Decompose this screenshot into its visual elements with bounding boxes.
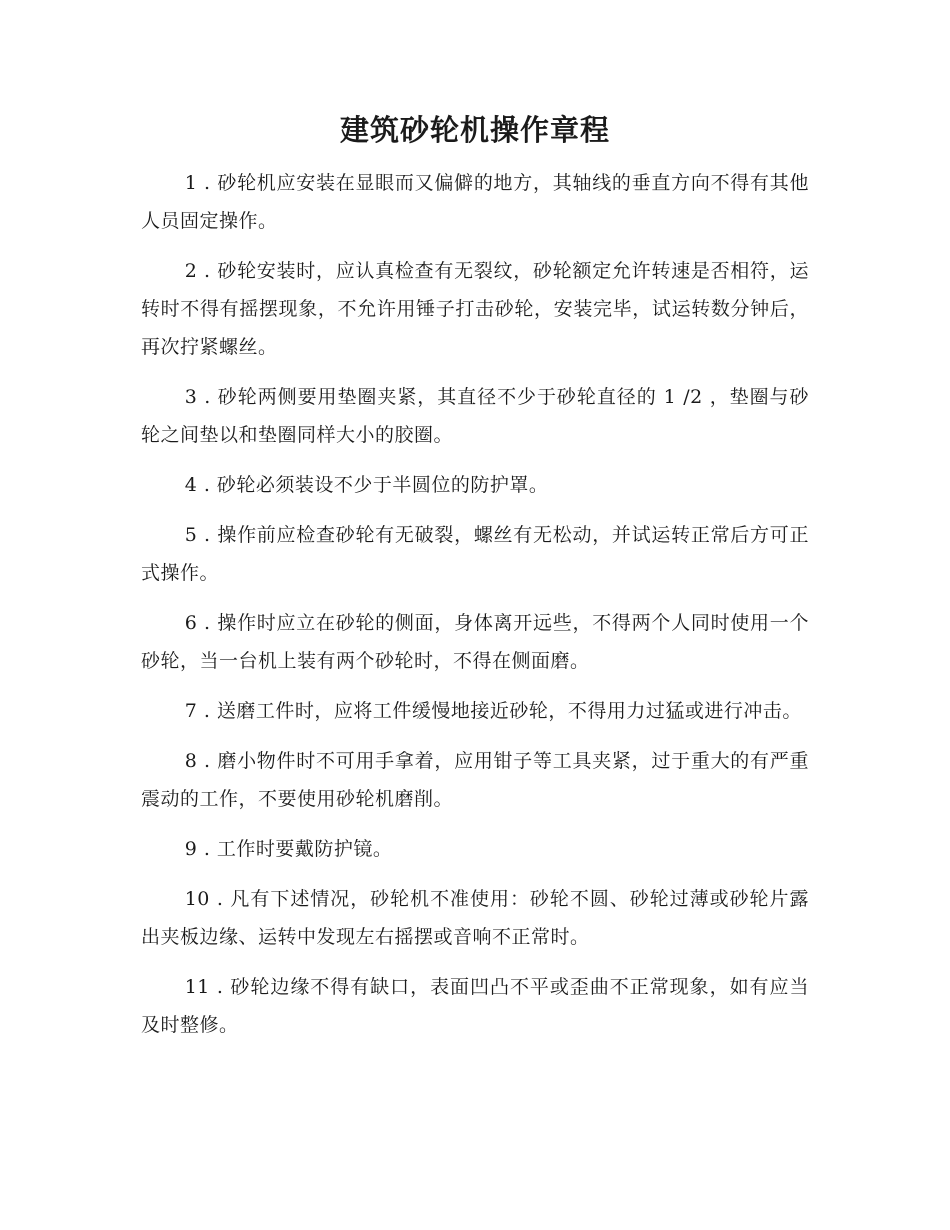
rule-paragraph-10: 10 . 凡有下述情况，砂轮机不准使用：砂轮不圆、砂轮过薄或砂轮片露出夹板边缘、运转中发现左右摇摆或音响不正常时。 bbox=[141, 888, 809, 948]
rule-paragraph-1: 1 . 砂轮机应安装在显眼而又偏僻的地方，其轴线的垂直方向不得有其他人员固定操作。 bbox=[141, 172, 809, 232]
rule-paragraph-2: 2 . 砂轮安装时，应认真检查有无裂纹，砂轮额定允许转速是否相符，运转时不得有摇摆现象，不允许用锤子打击砂轮，安装完毕，试运转数分钟后，再次拧紧螺丝。 bbox=[141, 260, 809, 358]
rule-paragraph-3: 3 . 砂轮两侧要用垫圈夹紧，其直径不少于砂轮直径的 1 /2 ，垫圈与砂轮之间垫以和垫圈同样大小的胶圈。 bbox=[141, 386, 809, 446]
rule-paragraph-8: 8 . 磨小物件时不可用手拿着，应用钳子等工具夹紧，过于重大的有严重震动的工作，不要使用砂轮机磨削。 bbox=[141, 750, 809, 810]
rule-paragraph-5: 5 . 操作前应检查砂轮有无破裂，螺丝有无松动，并试运转正常后方可正式操作。 bbox=[141, 524, 809, 584]
document-title: 建筑砂轮机操作章程 bbox=[339, 113, 610, 147]
rule-paragraph-4: 4 . 砂轮必须装设不少于半圆位的防护罩。 bbox=[184, 474, 549, 496]
document-body bbox=[141, 164, 809, 1056]
rule-paragraph-7: 7 . 送磨工件时，应将工件缓慢地接近砂轮，不得用力过猛或进行冲击。 bbox=[184, 700, 802, 722]
rule-paragraph-11: 11 . 砂轮边缘不得有缺口，表面凹凸不平或歪曲不正常现象，如有应当及时整修。 bbox=[141, 976, 809, 1036]
rule-paragraph-9: 9 . 工作时要戴防护镜。 bbox=[184, 838, 393, 860]
rule-paragraph-6: 6 . 操作时应立在砂轮的侧面，身体离开远些，不得两个人同时使用一个砂轮，当一台机上装有两个砂轮时，不得在侧面磨。 bbox=[141, 612, 809, 672]
